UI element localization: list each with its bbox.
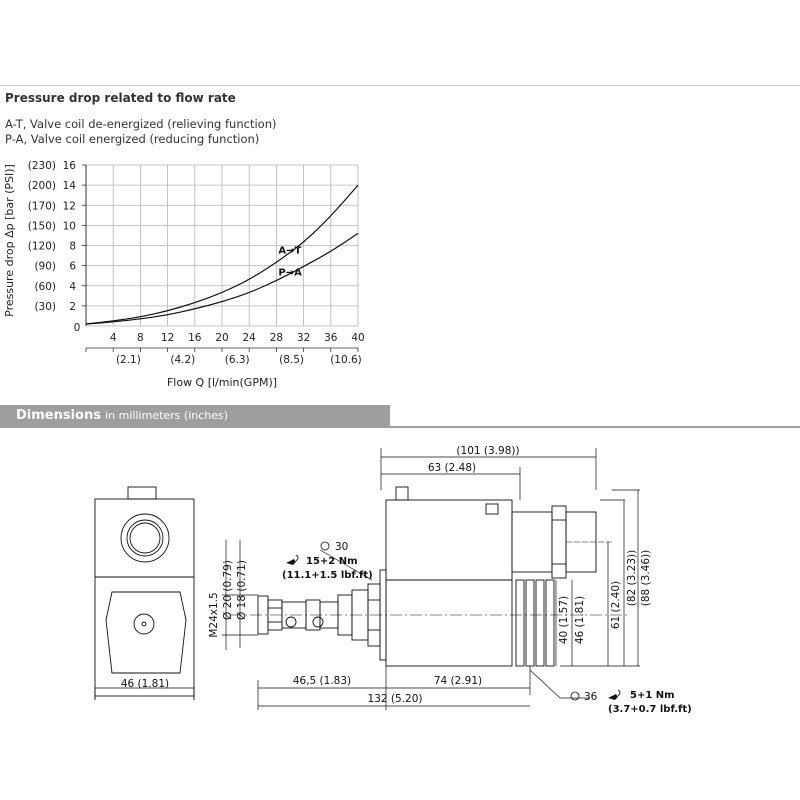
hex36-label: 36 [584, 691, 598, 703]
torque2-label: 5+1 Nm [630, 690, 675, 701]
x-tick-label: 28 [269, 332, 284, 344]
x-tick-label: 4 [109, 332, 117, 344]
x-secondary-tick-label: (4.2) [170, 354, 196, 366]
cartridge-side-view [230, 570, 630, 660]
x-secondary-tick-label: (2.1) [115, 354, 141, 366]
dim-132-label: 132 (5.20) [367, 693, 423, 705]
y-tick-label: 2 [69, 300, 76, 313]
dim-61-label: 61 (2.40) [610, 580, 622, 630]
valve-dimension-drawing [0, 430, 800, 800]
y-tick-label: 4 [69, 280, 76, 293]
y-tick-secondary-label: (60) [34, 280, 56, 293]
x-tick-label: 12 [160, 332, 175, 344]
x-tick-label: 32 [296, 332, 311, 344]
y-tick-label: 14 [62, 180, 76, 193]
torque1-label: 15+2 Nm [306, 556, 358, 567]
y-tick-label: 12 [62, 200, 76, 213]
y-axis-label: Pressure drop Δp [bar (PSI)] [3, 164, 16, 317]
x-tick-label: 40 [351, 332, 365, 344]
origin-label: 0 [73, 322, 81, 334]
dim-thread-label: M24x1.5 [208, 592, 220, 638]
dim-46-5-label: 46,5 (1.83) [292, 675, 352, 687]
series-label-0: A→T [278, 245, 302, 257]
front-view [95, 487, 194, 700]
top-divider [0, 85, 800, 86]
torque2-imperial-label: (3.7+0.7 lbf.ft) [608, 704, 692, 715]
dimensions-subtitle: in millimeters (inches) [105, 409, 229, 422]
y-tick-secondary-label: (200) [27, 180, 56, 193]
dim-diam18-label: Ø 18 (0.71) [236, 560, 248, 620]
x-tick-label: 16 [188, 332, 202, 344]
wrench-icon [286, 559, 296, 565]
x-tick-label: 20 [215, 332, 229, 344]
chart-section-heading: Pressure drop related to flow rate [5, 91, 236, 105]
dim-46h-label: 46 (1.81) [574, 595, 586, 645]
y-tick-secondary-label: (30) [34, 300, 56, 313]
dim-diam20-label: Ø 20 (0.79) [222, 560, 234, 620]
chart-description-line-2: P-A, Valve coil energized (reducing function) [5, 132, 260, 146]
x-tick-label: 36 [324, 332, 338, 344]
x-tick-label: 24 [242, 332, 256, 344]
y-tick-label: 6 [69, 260, 76, 273]
x-secondary-tick-label: (6.3) [224, 354, 250, 366]
y-tick-secondary-label: (120) [27, 240, 56, 253]
hex36-annotation [560, 690, 692, 715]
dimensions-title: Dimensions [16, 408, 101, 423]
y-tick-secondary-label: (170) [27, 200, 56, 213]
dim-82-label: (82 (3.23)) [626, 549, 638, 607]
chart-description-line-1: A-T, Valve coil de-energized (relieving function) [5, 117, 277, 131]
dim-40-label: 40 (1.57) [558, 595, 570, 645]
dim-88-label: (88 (3.46)) [640, 549, 652, 607]
wrench-icon-2 [608, 694, 618, 700]
dimensions-heading [16, 408, 228, 423]
y-tick-label: 16 [62, 160, 76, 172]
x-axis-label: Flow Q [l/min(GPM)] [166, 376, 278, 389]
series-label-1: P→A [278, 267, 302, 279]
x-secondary-tick-label: (8.5) [279, 354, 305, 366]
torque1-imperial-label: (11.1+1.5 lbf.ft) [282, 570, 373, 581]
dim-63-label: 63 (2.48) [427, 462, 477, 474]
y-tick-secondary-label: (150) [27, 220, 56, 233]
y-tick-label: 8 [69, 240, 76, 253]
width-46-label: 46 (1.81) [120, 678, 170, 690]
dimensions-band-rule [0, 426, 800, 428]
x-secondary-tick-label: (10.6) [330, 354, 362, 366]
y-tick-label: 10 [62, 220, 76, 233]
dim-overall-label: (101 (3.98)) [456, 445, 520, 457]
x-tick-label: 8 [137, 332, 144, 344]
hex30-annotation [282, 541, 373, 581]
y-tick-secondary-label: (90) [34, 260, 56, 273]
hex30-label: 30 [335, 541, 349, 553]
pressure-drop-chart [0, 150, 380, 400]
y-tick-secondary-label: (230) [27, 160, 56, 172]
dim-74-label: 74 (2.91) [433, 675, 483, 687]
